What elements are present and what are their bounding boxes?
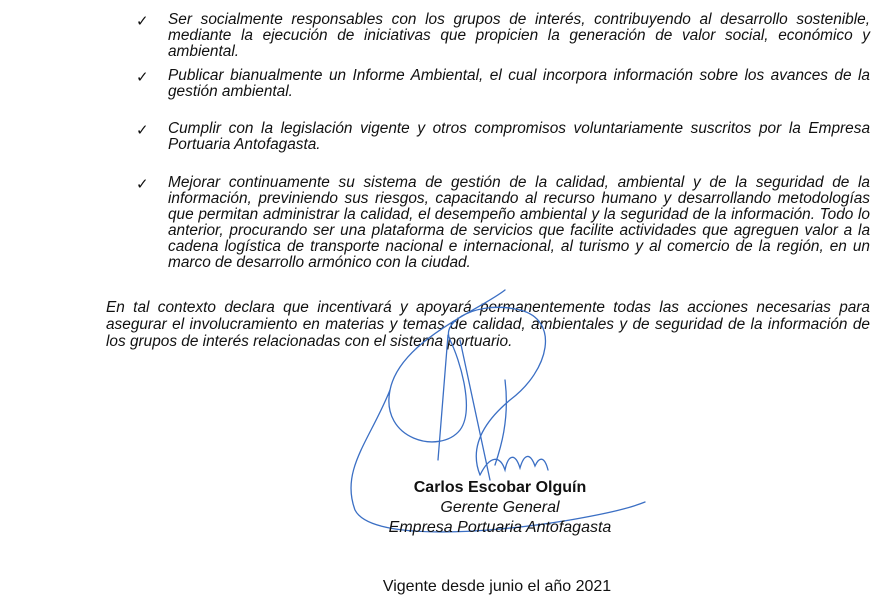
checkmark-icon: ✓ (136, 175, 149, 193)
checkmark-icon: ✓ (136, 121, 149, 139)
signature-block (300, 478, 700, 538)
validity-footer: Vigente desde junio el año 2021 (382, 578, 612, 595)
closing-paragraph: En tal contexto declara que incentivará y apoyará permanentemente todas las acciones necesarias para asegurar el involucramiento en materias y temas de calidad, ambientales y de seguridad de la información de los grupos de interés relacionadas con el sistema portuario. (106, 299, 870, 350)
signatory-position: Gerente General (440, 499, 560, 516)
bullet-text: Publicar bianualmente un Informe Ambiental, el cual incorpora información sobre los avances de la gestión ambiental. (168, 67, 870, 100)
bullet-text: Ser socialmente responsables con los grupos de interés, contribuyendo al desarrollo sostenible, mediante la ejecución de iniciativas que propicien la generación de valor social, económico y ambiental. (168, 11, 870, 60)
checkmark-icon: ✓ (136, 68, 149, 86)
bullet-text: Mejorar continuamente su sistema de gestión de la calidad, ambiental y de la seguridad de la información, previniendo sus riesgos, capacitando al recurso humano y desarrollando metodologías que permitan administrar la calidad, el desempeño ambiental y la seguridad de la información. Todo lo anterior, procurando ser una plataforma de servicios que facilite actividades que agreguen valor a la cadena logística de transporte nacional e internacional, al turismo y al comercio de la región, en un marco de desarrollo armónico con la ciudad. (168, 174, 870, 271)
signatory-name: Carlos Escobar Olguín (413, 479, 587, 496)
signatory-company: Empresa Portuaria Antofagasta (388, 519, 612, 536)
checkmark-icon: ✓ (136, 12, 149, 30)
bullet-text: Cumplir con la legislación vigente y otros compromisos voluntariamente suscritos por la Empresa Portuaria Antofagasta. (168, 120, 870, 153)
